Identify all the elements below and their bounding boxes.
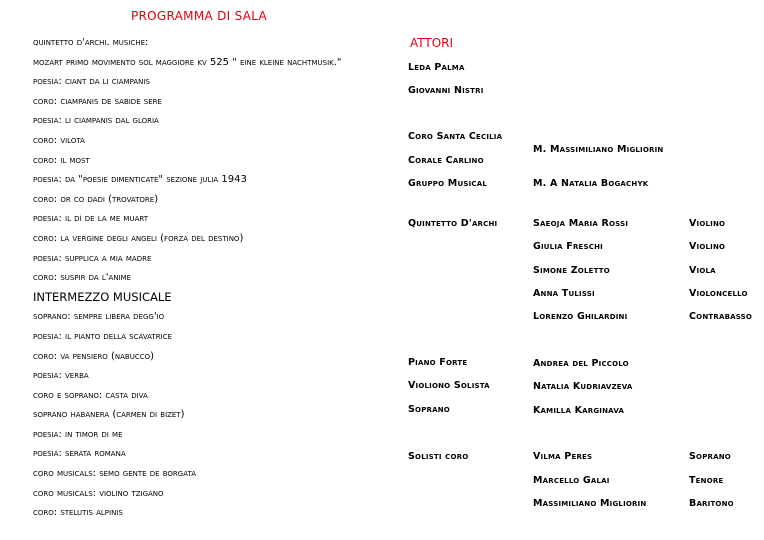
program-item: coro: il most xyxy=(33,154,90,166)
program-item: quintetto d'archi. musiche: xyxy=(33,37,149,48)
soloist-role: Violiono Solista xyxy=(408,380,490,391)
quintetto-instrument: Contrabasso xyxy=(689,311,753,322)
program-item: coro: vilota xyxy=(33,134,85,146)
soloist-name: Andrea del Piccolo xyxy=(533,358,629,369)
choir-director: M. A Natalia Bogachyk xyxy=(533,178,649,189)
quintetto-member: Simone Zoletto xyxy=(533,265,610,276)
program-item: poesia: supplica a mia madre xyxy=(33,252,152,264)
quintetto-instrument: Viola xyxy=(689,265,716,276)
program-item: coro: or co dadi (trovatore) xyxy=(33,193,159,205)
program-item: poesia: in timor di me xyxy=(33,428,123,440)
quintetto-instrument: Violoncello xyxy=(689,288,748,299)
solisti-coro-voice: Baritono xyxy=(689,498,734,509)
actor-name: Leda Palma xyxy=(408,62,465,73)
quintetto-instrument: Violino xyxy=(689,218,726,229)
quintetto-instrument: Violino xyxy=(689,241,726,252)
program-item: coro e soprano: casta diva xyxy=(33,389,148,401)
choir-group: Coro Santa Cecilia xyxy=(408,131,503,142)
program-item: coro: suspir da l'anime xyxy=(33,272,132,284)
actor-name: Giovanni Nistri xyxy=(408,85,484,96)
program-item: poesia: verba xyxy=(33,370,89,382)
program-item: poesia: ciant da li ciampanis xyxy=(33,76,150,88)
solisti-coro-voice: Soprano xyxy=(689,451,731,462)
solisti-coro-member: Vilma Peres xyxy=(533,451,593,462)
program-item: coro: la vergine degli angeli (forza del destino) xyxy=(33,232,244,244)
program-item: soprano: sempre libera degg'io xyxy=(33,311,165,323)
soloist-role: Piano Forte xyxy=(408,357,468,368)
soloist-name: Kamilla Karginava xyxy=(533,405,625,416)
program-item: mozart primo movimento sol maggiore kv 525 " eine kleine nachtmusik." xyxy=(33,56,342,68)
solisti-coro-label: Solisti coro xyxy=(408,451,469,462)
program-item: coro: va pensiero (nabucco) xyxy=(33,350,155,362)
program-list xyxy=(33,33,393,523)
quintetto-member: Giulia Freschi xyxy=(533,241,603,252)
program-item: poesia: il pianto della scavatrice xyxy=(33,330,172,342)
program-item: poesia: da "poesie dimenticate" sezione julia 1943 xyxy=(33,174,247,186)
choir-group: Gruppo Musical xyxy=(408,178,487,189)
quintetto-member: Saeoja Maria Rossi xyxy=(533,218,629,229)
program-item: coro: ciampanis de sabide sere xyxy=(33,95,162,107)
quintetto-member: Anna Tulissi xyxy=(533,288,595,299)
solisti-coro-voice: Tenore xyxy=(689,475,724,486)
program-item: coro: stelutis alpinis xyxy=(33,507,123,519)
program-item: poesia: serata romana xyxy=(33,448,126,460)
page-title: PROGRAMMA DI SALA xyxy=(131,9,268,23)
soloist-name: Natalia Kudriavzeva xyxy=(533,381,633,392)
quintetto-label: Quintetto D'archi xyxy=(408,218,498,229)
program-item: coro musicals: semo gente de borgata xyxy=(33,468,196,480)
program-item: poesia: li ciampanis dal gloria xyxy=(33,115,159,127)
solisti-coro-member: Marcello Galai xyxy=(533,475,610,486)
quintetto-member: Lorenzo Ghilardini xyxy=(533,311,628,322)
choir-group: Corale Carlino xyxy=(408,155,484,166)
program-item: poesia: il dì de la me muart xyxy=(33,213,149,225)
choir-director: M. Massimiliano Migliorin xyxy=(533,144,664,155)
solisti-coro-member: Massimiliano Migliorin xyxy=(533,498,647,509)
program-item: soprano habanera (carmen di bizet) xyxy=(33,409,185,421)
soloist-role: Soprano xyxy=(408,404,450,415)
program-item: coro musicals: violino tzigano xyxy=(33,487,164,499)
attori-heading: ATTORI xyxy=(410,36,454,50)
program-item: INTERMEZZO MUSICALE xyxy=(33,289,172,304)
